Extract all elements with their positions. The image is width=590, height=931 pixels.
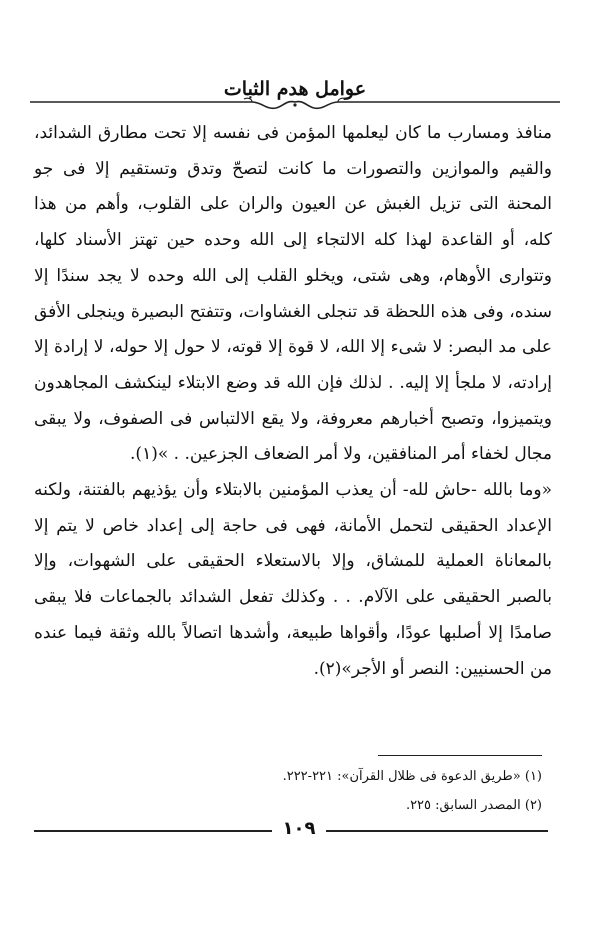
main-text	[34, 116, 552, 687]
page-number: ١٠٩	[282, 818, 316, 839]
footer-rule-right	[326, 830, 548, 832]
paragraph: «وما بالله -حاش لله- أن يعذب المؤمنين بالابتلاء وأن يؤذيهم بالفتنة، ولكنه الإعداد الحقيقى لتحمل الأمانة، فهى فى حاجة إلى إعداد خاص لا يتم إلا بالمعاناة العملية للمشاق، وإلا بالاستعلاء الحقيقى على الشهوات، وإلا بالصبر الحقيقى على الآلام. . . وكذلك تفعل الشدائد بالجماعات فلا يبقى صامدًا إلا أصلبها عودًا، وأقواها طبيعة، وأشدها اتصالاً بالله وثقة فيما عنده من الحسنيين: النصر أو الأجر»(٢).	[34, 480, 553, 679]
footer-rule-left	[34, 830, 272, 832]
footnotes	[150, 762, 542, 820]
footnote-2: (٢) المصدر السابق: ٢٢٥.	[405, 798, 542, 813]
footnote-1: (١) «طريق الدعوة فى ظلال القرآن»: ٢٢١-٢٢٢.	[282, 769, 542, 784]
footnote-separator	[378, 755, 542, 756]
paragraph: منافذ ومسارب ما كان ليعلمها المؤمن فى نفسه إلا تحت مطارق الشدائد، والقيم والموازين والتصورات ما كانت لتصحّ وتدق وتستقيم إلا فى جو المحنة التى تزيل الغبش عن العيون والران على القلوب، وأهم من هذا كله، أو القاعدة لهذا كله الالتجاء إلى الله وحده حين تهتز الأسناد كلها، وتتوارى الأوهام، وهى شتى، ويخلو القلب إلى الله وحده لا يجد سندًا إلا سنده، وفى هذه اللحظة قد تنجلى الغشاوات، وتتفتح البصيرة وينجلى الأفق على مد البصر: لا شىء إلا الله، لا قوة إلا قوته، لا حول إلا حوله، لا إرادة إلا إرادته، لا ملجأ إلا إليه. . لذلك فإن الله قد وضع الابتلاء لينكشف المجاهدون ويتميزوا، وتصبح أخبارهم معروفة، ولا يقع الالتباس فى الصفوف، ولا يبقى مجال لخفاء أمر المنافقين، ولا أمر الضعاف الجزعين. . »(١).	[34, 123, 552, 465]
header-ornament	[30, 96, 560, 112]
running-header-title: عوامل هدم الثبات	[223, 78, 367, 100]
